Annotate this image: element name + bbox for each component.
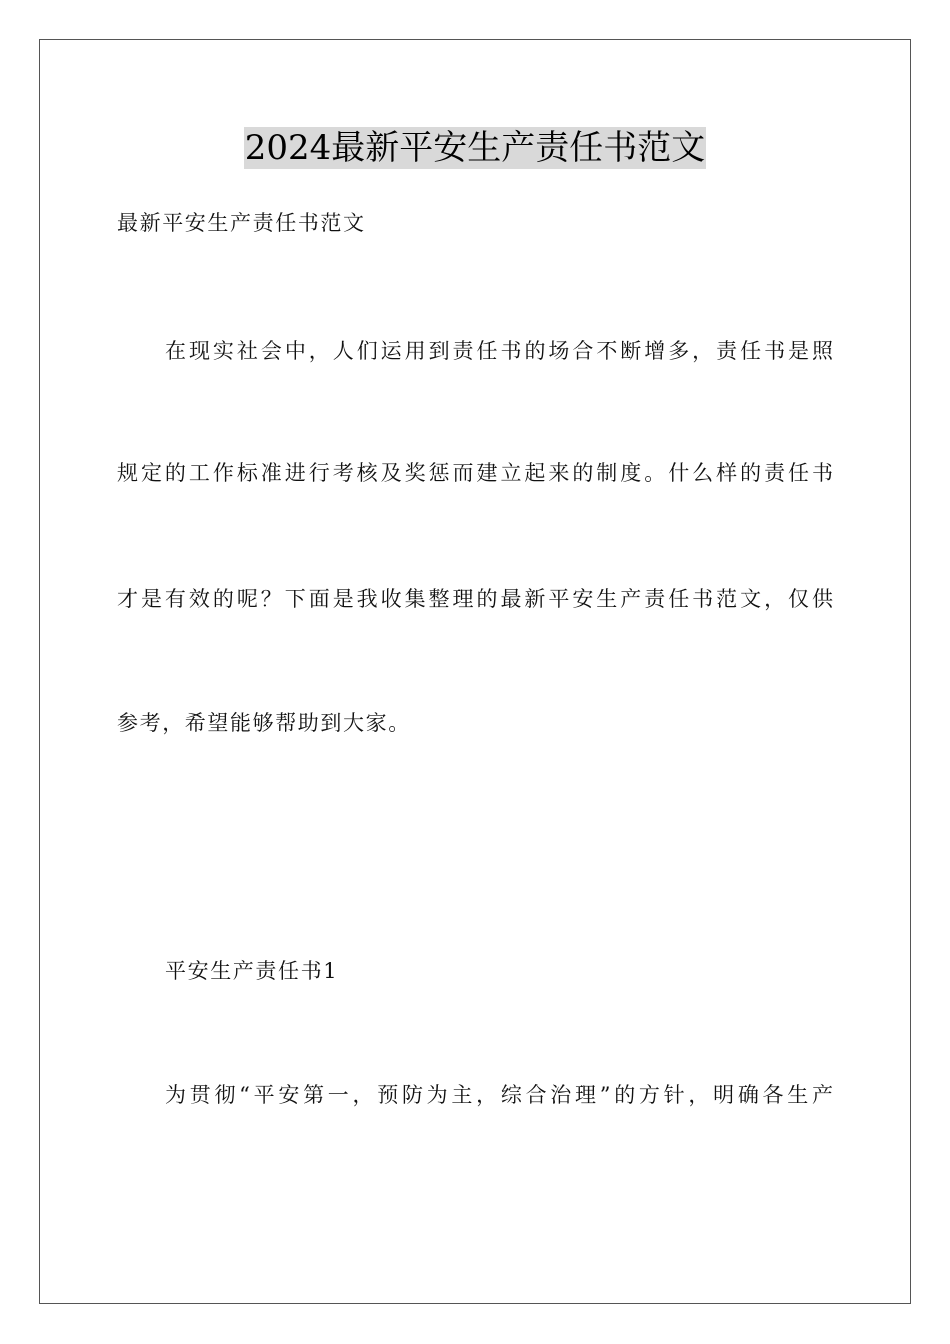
document-subtitle: 最新平安生产责任书范文 <box>117 211 366 235</box>
section-heading: 平安生产责任书1 <box>165 959 339 983</box>
title-container <box>0 127 950 169</box>
intro-line-1: 在现实社会中，人们运用到责任书的场合不断增多，责任书是照 <box>165 339 833 363</box>
intro-line-4: 参考，希望能够帮助到大家。 <box>117 711 411 735</box>
body-line-1: 为贯彻“平安第一，预防为主，综合治理”的方针，明确各生产 <box>165 1083 833 1107</box>
intro-line-2: 规定的工作标准进行考核及奖惩而建立起来的制度。什么样的责任书 <box>117 461 833 485</box>
intro-line-3: 才是有效的呢？下面是我收集整理的最新平安生产责任书范文，仅供 <box>117 587 833 611</box>
document-title: 2024最新平安生产责任书范文 <box>244 128 706 168</box>
